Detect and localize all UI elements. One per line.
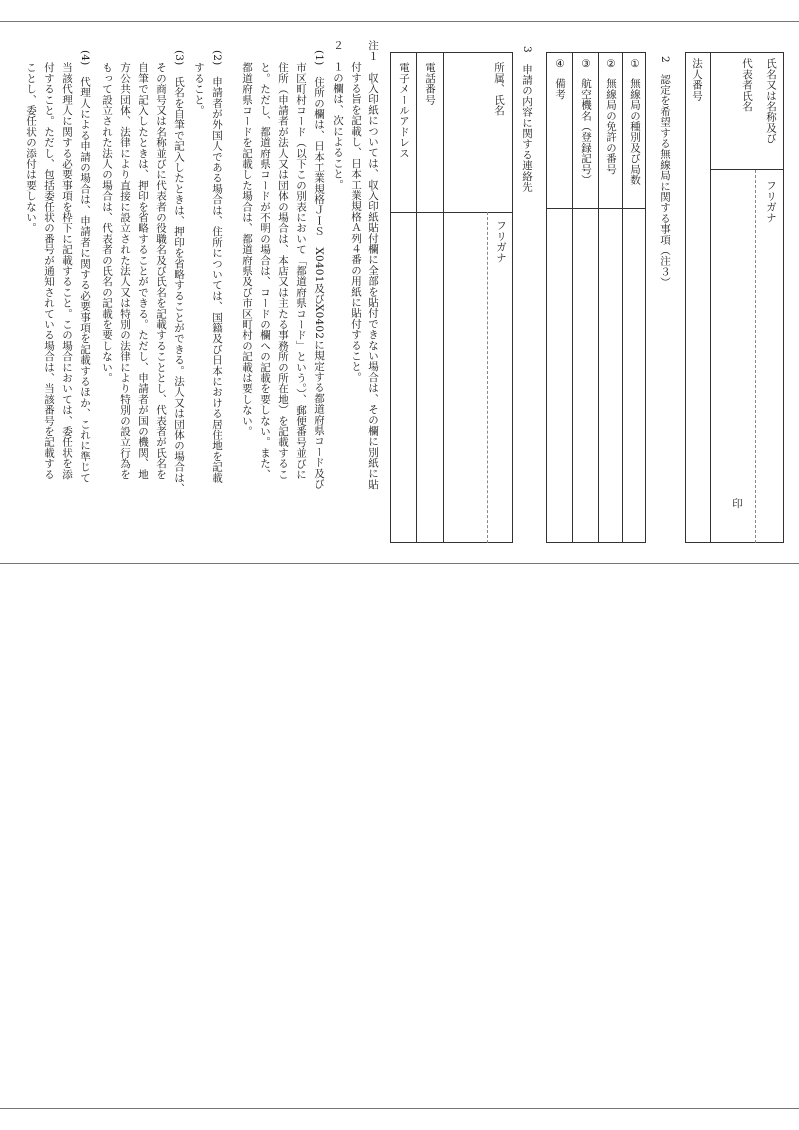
note-line-6: 住所（申請者が法人又は団体の場合は、本店又は主たる事務所の所在地）を記載するこ — [277, 62, 289, 480]
note-line-13: 自筆で記入したときは、押印を省略することができる。ただし、申請者が国の機関、地 — [137, 62, 149, 480]
top-rule — [0, 21, 799, 22]
section3-phone-cell[interactable] — [416, 52, 444, 543]
section2-row-1-label: 無線局の種別及び局数 — [629, 78, 641, 185]
section3-furigana-line — [487, 212, 488, 543]
note-line-19: ことし、委任状の添付は要しない。 — [25, 62, 37, 234]
bottom-rule — [0, 1108, 799, 1109]
note-line-2: 付する旨を記載し、日本工業規格Ａ列４番の用紙に貼付すること。 — [350, 40, 362, 383]
note-line-9: (2) 申請者が外国人である場合は、住所については、国籍及び日本における居住地を記載 — [211, 50, 223, 483]
note-line-11: (3) 氏名を自筆で記入したときは、押印を省略することができる。法人又は団体の場合は、 — [173, 50, 185, 494]
mid-rule — [0, 563, 799, 564]
note-line-1: 注１ 収入印紙については、収入印紙貼付欄に全部を貼付できない場合は、その欄に別紙に貼 — [367, 40, 379, 490]
section2-heading: 2 認定を希望する無線局に関する事項（注３） — [659, 56, 671, 288]
note-line-18: 付すること。ただし、包括委任状の番号が通知されている場合は、当該番号を記載する — [43, 62, 55, 480]
note-line-3: ２ １の欄は、次によること。 — [332, 40, 344, 190]
corp-number-label: 法人番号 — [691, 58, 703, 101]
note-line-17: 当該代理人に関する必要事項を枠下に記載すること。この場合においては、委任状を添 — [61, 62, 73, 480]
section2-row-3-label: 航空機名（登録記号） — [580, 78, 592, 185]
section3-affiliation-label: 所属、氏名 — [493, 62, 505, 116]
note-line-7: と。ただし、都道府県コードが不明の場合は、コードの欄への記載を要しない。また、 — [259, 62, 271, 480]
note-line-14: 方公共団体、法律により直接に設立された法人又は特別の法律により特別の設立行為を — [119, 62, 131, 480]
section3-furigana: フリガナ — [495, 220, 507, 263]
applicant-name-label-line2: 代表者氏名 — [741, 58, 753, 112]
section2-row-3-num: ③ — [580, 58, 592, 71]
applicant-furigana: フリガナ — [765, 180, 777, 223]
section2-row-2-num: ② — [605, 58, 617, 71]
seal-mark: 印 — [731, 498, 743, 509]
section3-heading: 3 申請の内容に関する連絡先 — [521, 46, 533, 192]
applicant-furigana-line — [755, 170, 756, 543]
note-line-4: (1) 住所の欄は、日本工業規格ＪＩＳ X0401及びX0402に規定する都道府県コード及び — [313, 50, 325, 489]
section2-label-divider — [546, 208, 646, 209]
corp-number-cell — [685, 52, 711, 543]
section3-label-divider — [390, 212, 513, 213]
section3-phone-label: 電話番号 — [424, 62, 436, 105]
section2-row-4-num: ④ — [554, 58, 566, 71]
note-line-8: 都道府県コードを記載した場合は、都道府県及び市区町村の記載は要しない。 — [241, 62, 253, 437]
note-line-15: もって設立された法人の場合は、代表者の氏名の記載を要しない。 — [101, 62, 113, 383]
section2-row-4[interactable] — [546, 52, 573, 543]
applicant-name-label-line1: 氏名又は名称及び — [765, 58, 777, 144]
section2-row-2-label: 無線局の免許の番号 — [605, 78, 617, 175]
section3-email-label: 電子メールアドレス — [398, 62, 410, 159]
note-line-5: 市区町村コード（以下この別表において「都道府県コード」という。）、郵便番号並びに — [295, 62, 307, 480]
note-line-10: すること。 — [193, 62, 205, 116]
note-line-12: その商号又は名称並びに代表者の役職名及び氏名を記載することとし、代表者が氏名を — [155, 62, 167, 480]
section3-affiliation-cell[interactable] — [443, 52, 513, 543]
section2-row-1-num: ① — [629, 58, 641, 71]
section2-row-4-label: 備考 — [554, 78, 566, 100]
note-line-16: (4) 代理人による申請の場合は、申請者に関する必要事項を記載するほか、これに準じて — [79, 50, 91, 483]
